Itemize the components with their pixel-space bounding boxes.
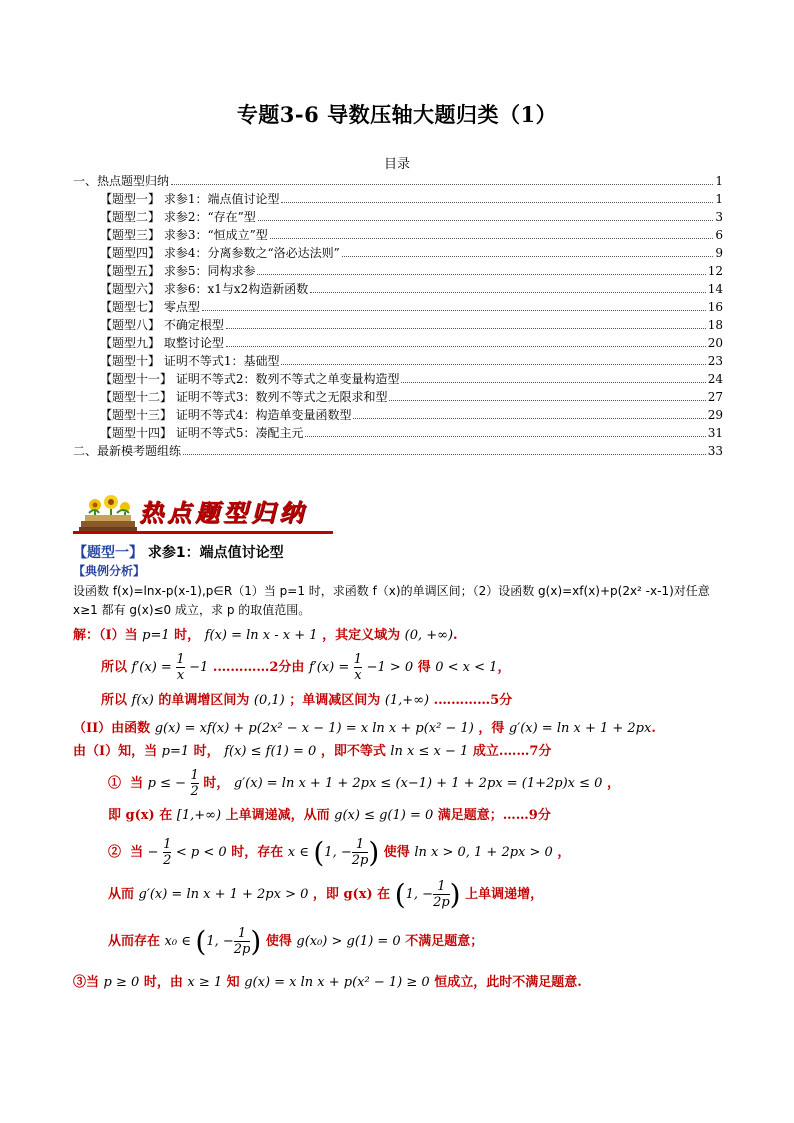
case-1-conclusion: [108, 804, 551, 823]
toc-entry[interactable]: [73, 424, 723, 442]
text: 知: [226, 975, 240, 990]
toc-leader-dots: [389, 399, 705, 401]
math: ln x ≤ x − 1: [390, 744, 469, 759]
math: p ≥ 0: [103, 975, 140, 990]
text: g(x): [343, 887, 373, 902]
toc-entry[interactable]: [73, 352, 723, 370]
fraction: $\frac{1}{2p}$: [351, 837, 369, 868]
toc-entry-label: 【题型五】 求参5：同构求参: [100, 264, 256, 278]
toc-entry-page: 6: [715, 228, 723, 242]
toc-leader-dots: [305, 435, 705, 437]
math: −: [147, 845, 159, 860]
text: 得: [417, 660, 431, 675]
math: p=1: [161, 744, 190, 759]
fraction: $\frac{1}{x}$: [353, 652, 363, 683]
section-name: 求参1：端点值讨论型: [147, 545, 284, 561]
toc-leader-dots: [342, 255, 714, 257]
text: 时，由: [143, 975, 183, 990]
example-tag: 【典例分析】: [73, 564, 146, 578]
math: f′(x) =: [131, 660, 172, 675]
toc-leader-dots: [310, 291, 705, 293]
text: 时，: [203, 776, 230, 791]
text: ，其定义域为: [322, 628, 401, 643]
toc-entry[interactable]: [73, 370, 723, 388]
toc-entry-page: 16: [707, 300, 723, 314]
solution-line-2: 所以 f′(x) = $\frac{1}{x}$ −1 .…………2分由 f′(x) = $\frac{1}{x}$ −1 > 0 得 0 < x < 1，: [101, 652, 511, 683]
text: .…………2分由: [212, 660, 305, 675]
toc-entry-page: 29: [707, 408, 723, 422]
section-bracket: 【题型一】: [73, 545, 143, 561]
math: 1, −: [206, 934, 234, 949]
math: f(x): [131, 693, 154, 708]
toc-leader-dots: [353, 417, 705, 419]
solution-line-3: [101, 689, 512, 708]
toc-entry-page: 3: [715, 210, 723, 224]
toc-leader-dots: [401, 381, 705, 383]
toc-entry-page: 1: [715, 192, 723, 206]
toc-entry-page: 23: [707, 354, 723, 368]
math: 1, −: [405, 887, 434, 902]
text: 解：（I）当: [73, 628, 138, 643]
table-of-contents: [73, 172, 723, 460]
case-1-line: [108, 768, 620, 799]
toc-entry-label: 【题型八】 不确定根型: [100, 318, 224, 332]
fraction: $\frac{1}{2p}$: [233, 926, 251, 957]
text: 满足题意；……9分: [437, 808, 551, 823]
math: (0, +∞): [404, 628, 454, 643]
toc-entry-label: 【题型十】 证明不等式1：基础型: [100, 354, 280, 368]
math: g′(x) = ln x + 1 + 2px ≤ (x−1) + 1 + 2px = (1+2p)x ≤ 0: [233, 776, 603, 791]
math: ln x > 0, 1 + 2px > 0: [414, 845, 553, 860]
fraction: $\frac{1}{2p}$: [433, 879, 450, 910]
section-banner: [73, 491, 333, 539]
math: 1, −: [324, 845, 352, 860]
text: 上单调递减，从而: [225, 808, 330, 823]
toc-leader-dots: [281, 201, 713, 203]
text: ；单调减区间为: [289, 693, 381, 708]
toc-entry-page: 12: [707, 264, 723, 278]
solution-line-4: （II）由函数 g(x) = xf(x) + p(2x² − x − 1) = x ln x + p(x² − 1) ，得 g′(x) = ln x + 1 + 2px.: [73, 721, 656, 736]
toc-leader-dots: [202, 309, 706, 311]
toc-entry-label: 【题型十四】 证明不等式5：凑配主元: [100, 426, 304, 440]
section-title: [73, 542, 284, 562]
toc-leader-dots: [171, 183, 713, 185]
math: 0 < x < 1: [435, 660, 498, 675]
text: 使得: [265, 934, 292, 949]
toc-entry-page: 20: [707, 336, 723, 350]
toc-entry[interactable]: [73, 442, 723, 460]
text: ，: [557, 845, 571, 860]
toc-entry-label: 【题型十三】 证明不等式4：构造单变量函数型: [100, 408, 352, 422]
text: 由（I）知，当: [73, 744, 158, 759]
text: 使得: [383, 845, 410, 860]
banner-text: 热点题型归纳: [139, 499, 307, 527]
math: f(x) = ln x - x + 1: [204, 628, 318, 643]
toc-leader-dots: [270, 237, 714, 239]
text: 所以: [101, 660, 128, 675]
toc-entry-label: 【题型十二】 证明不等式3：数列不等式之无限求和型: [100, 390, 388, 404]
toc-entry[interactable]: [73, 172, 723, 190]
toc-leader-dots: [226, 345, 706, 347]
toc-entry[interactable]: [73, 388, 723, 406]
text: ，: [606, 776, 620, 791]
math: x₀ ∈: [164, 934, 191, 949]
math: g′(x) = ln x + 1 + 2px > 0: [138, 887, 309, 902]
text: （II）由函数: [73, 721, 151, 736]
text: ①: [108, 776, 122, 791]
math: p=1: [142, 628, 170, 643]
math: x ∈: [287, 845, 309, 860]
math: g(x) ≤ g(1) = 0: [334, 808, 434, 823]
toc-entry[interactable]: [73, 298, 723, 316]
text: ②: [108, 845, 122, 860]
toc-entry[interactable]: [73, 406, 723, 424]
case-2-line: ② 当 − $\frac{1}{2}$ < p < 0 时，存在 x ∈ (1, − $\frac{1}{2p}$ ) 使得 ln x > 0, 1 + 2px > 0 ，: [108, 836, 571, 869]
text: 当: [130, 845, 144, 860]
toc-entry-label: 二、最新模考题组练: [73, 444, 182, 458]
text: 所以: [101, 693, 128, 708]
fraction: $\frac{1}{2}$: [163, 837, 172, 868]
solution-line-1: 解：（I）当 p=1 时， f(x) = ln x - x + 1 ，其定义域为 (0, +∞).: [73, 628, 458, 643]
math: (1,+∞): [384, 693, 430, 708]
toc-entry-page: 24: [707, 372, 723, 386]
text: .…………5分: [433, 693, 513, 708]
case-3-line: [73, 971, 582, 990]
toc-entry-page: 27: [707, 390, 723, 404]
books-flower-icon: [77, 493, 139, 535]
text: 即: [108, 808, 122, 823]
text: 的单调增区间为: [158, 693, 250, 708]
toc-entry[interactable]: [73, 262, 723, 280]
toc-entry-label: 【题型三】 求参3：“恒成立”型: [100, 228, 268, 242]
text: 当: [130, 776, 144, 791]
banner-underline: [73, 531, 333, 534]
toc-leader-dots: [258, 219, 714, 221]
toc-entry-label: 【题型七】 零点型: [100, 300, 200, 314]
solution-line-5: [73, 740, 551, 759]
math: −1 > 0: [366, 660, 414, 675]
toc-entry[interactable]: [73, 280, 723, 298]
toc-leader-dots: [226, 327, 706, 329]
toc-entry[interactable]: [73, 226, 723, 244]
toc-entry[interactable]: [73, 244, 723, 262]
math: g(x) = xf(x) + p(2x² − x − 1) = x ln x + p(x² − 1): [154, 721, 474, 736]
text: 时，: [174, 628, 201, 643]
toc-entry-page: 9: [715, 246, 723, 260]
toc-entry-page: 33: [707, 444, 723, 458]
toc-entry-label: 【题型九】 取整讨论型: [100, 336, 224, 350]
text: ，即不等式: [320, 744, 386, 759]
text: 成立.……7分: [472, 744, 552, 759]
case-2-exists: 从而存在 x₀ ∈ (1, − $\frac{1}{2p}$ ) 使得 g(x₀) > g(1) = 0 不满足题意；: [108, 925, 484, 958]
math: f′(x) =: [308, 660, 350, 675]
toc-entry-label: 【题型十一】 证明不等式2：数列不等式之单变量构造型: [100, 372, 400, 386]
text: ③当: [73, 975, 100, 990]
math: (0,1): [253, 693, 285, 708]
fraction: $\frac{1}{x}$: [176, 652, 185, 683]
toc-leader-dots: [183, 453, 706, 455]
text: 在: [159, 808, 173, 823]
toc-entry-page: 18: [707, 318, 723, 332]
math: x ≥ 1: [187, 975, 223, 990]
text: 在: [377, 887, 391, 902]
toc-entry[interactable]: [73, 190, 723, 208]
text: 时，存在: [231, 845, 284, 860]
toc-entry[interactable]: [73, 208, 723, 226]
toc-leader-dots: [257, 273, 705, 275]
text: ，得: [478, 721, 505, 736]
toc-entry-label: 【题型二】 求参2：“存在”型: [100, 210, 256, 224]
text: 恒成立，此时不满足题意.: [434, 975, 582, 990]
toc-entry-label: 【题型四】 求参4：分离参数之“洛必达法则”: [100, 246, 340, 260]
math: g(x) = x ln x + p(x² − 1) ≥ 0: [244, 975, 430, 990]
text: ，即: [312, 887, 339, 902]
math: g(x₀) > g(1) = 0: [296, 934, 401, 949]
toc-heading: 目录: [383, 157, 410, 172]
text: 不满足题意；: [405, 934, 484, 949]
toc-entry-label: 【题型六】 求参6：x1与x2构造新函数: [100, 282, 309, 296]
math: g′(x) = ln x + 1 + 2px: [508, 721, 652, 736]
math: < p < 0: [175, 845, 227, 860]
toc-leader-dots: [281, 363, 705, 365]
math: −1: [189, 660, 209, 675]
toc-entry-label: 一、热点题型归纳: [73, 174, 170, 188]
text: g(x): [125, 808, 155, 823]
math: f(x) ≤ f(1) = 0: [224, 744, 317, 759]
toc-entry-page: 31: [707, 426, 723, 440]
toc-entry-page: 14: [707, 282, 723, 296]
text: 时，: [193, 744, 220, 759]
page-title: 专题3-6 导数压轴大题归类（1）: [236, 102, 558, 127]
toc-entry-label: 【题型一】 求参1：端点值讨论型: [100, 192, 280, 206]
math: [1,+∞): [176, 808, 222, 823]
toc-entry[interactable]: [73, 334, 723, 352]
math: p ≤ −: [147, 776, 186, 791]
text: 从而: [108, 887, 135, 902]
fraction: $\frac{1}{2}$: [190, 768, 199, 799]
text: 上单调递增，: [465, 887, 544, 902]
toc-entry-page: 1: [715, 174, 723, 188]
toc-entry[interactable]: [73, 316, 723, 334]
text: 从而存在: [108, 934, 161, 949]
case-2-increasing: 从而 g′(x) = ln x + 1 + 2px > 0 ，即 g(x) 在 (1, − $\frac{1}{2p}$ ) 上单调递增，: [108, 878, 544, 911]
problem-text: 设函数 f(x)=lnx-p(x-1),p∈R（1）当 p=1 时，求函数 f（x)的单调区间；（2）设函数 g(x)=xf(x)+p(2x² -x-1)对任意 x≥1 都有 g(x)≤0 成立，求 p 的取值范围。: [73, 584, 710, 617]
